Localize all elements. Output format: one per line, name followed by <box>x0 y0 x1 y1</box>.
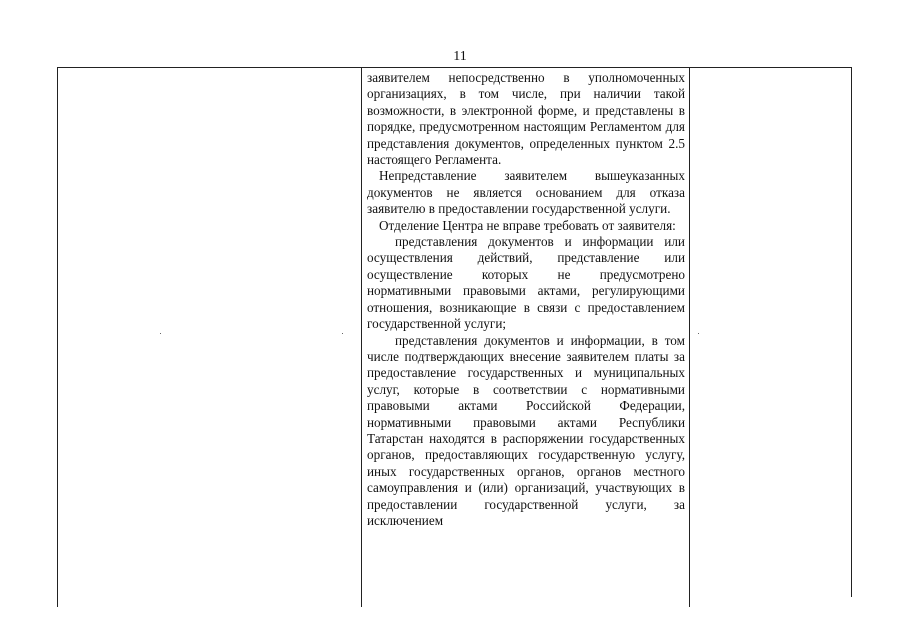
middle-cell-text <box>367 70 685 529</box>
paragraph-center-may-not-require: Отделение Центра не вправе требовать от заявителя: <box>379 217 676 233</box>
page-number: 11 <box>453 49 467 64</box>
scan-speck <box>342 333 343 334</box>
table-column-divider-2 <box>689 67 690 607</box>
table-left-border <box>57 67 58 607</box>
scan-speck <box>160 333 161 334</box>
table-right-border <box>851 67 852 597</box>
paragraph-documents-actions: представления документов и информации или осуществления действий, представление или осуществление которых не предусмотрено нормативными правовыми актами, регулирующими отношения, возникающие в связи с предоставлением государственной услуги; <box>367 234 685 332</box>
paragraph-continuation: заявителем непосредственно в уполномоченных организациях, в том числе, при наличии такой возможности, в электронной форме, и представлены в порядке, предусмотренном настоящим Регламентом для представления документов, определенных пунктом 2.5 настоящего Регламента. <box>367 70 685 168</box>
paragraph-nonsubmission: Непредставление заявителем вышеуказанных документов не является основанием для отказа заявителю в предоставлении государственной услуги. <box>367 168 685 217</box>
paragraph-documents-information: представления документов и информации, в том числе подтверждающих внесение заявителем платы за предоставление государственных и муниципальных услуг, которые в соответствии с нормативными правовыми актами Российской Федерации, нормативными правовыми актами Республики Татарстан находятся в распоряжении государственных органов, предоставляющих государственную услугу, иных государственных органов, органов местного самоуправления и (или) организаций, участвующих в предоставлении государственной услуги, за исключением <box>367 332 685 528</box>
scan-speck <box>698 333 699 334</box>
table-column-divider-1 <box>361 67 362 607</box>
